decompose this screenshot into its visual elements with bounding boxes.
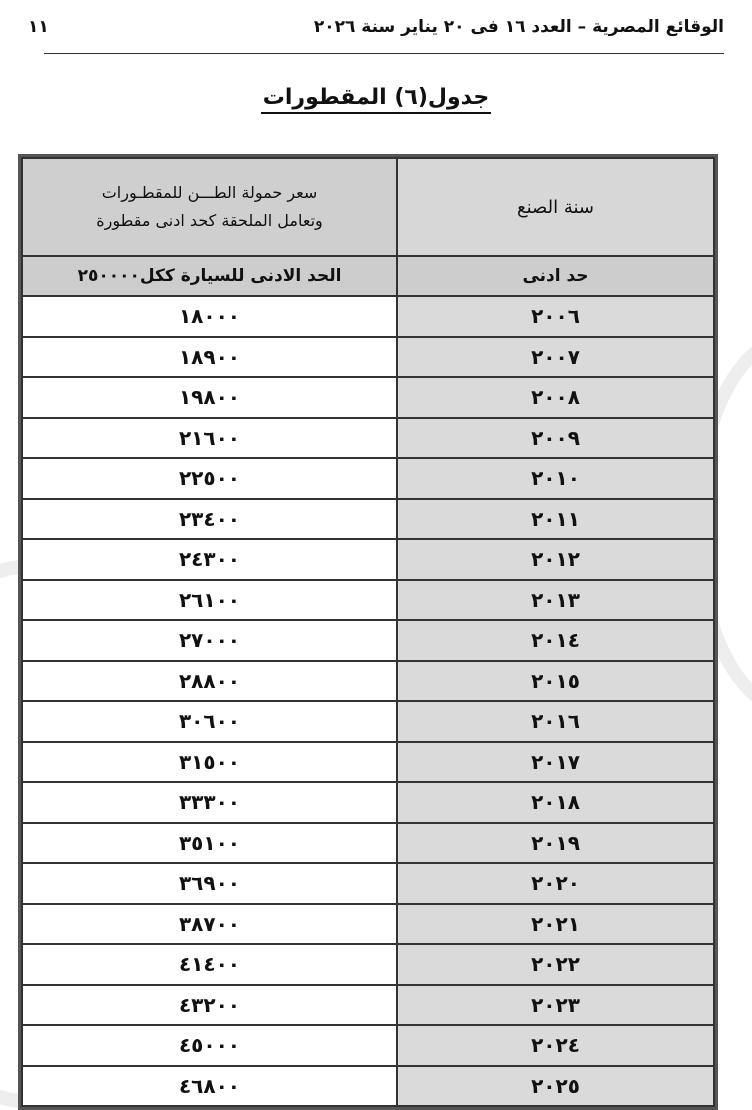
table-row: [22, 904, 714, 945]
year-cell: ٢٠٢٠: [397, 863, 714, 904]
price-cell: ٢٧٠٠٠: [22, 620, 397, 661]
table-row: [22, 823, 714, 864]
price-cell: ١٨٩٠٠: [22, 337, 397, 378]
table-row: [22, 620, 714, 661]
price-column-header: [22, 158, 397, 256]
year-cell: ٢٠٢٣: [397, 985, 714, 1026]
year-cell: ٢٠٢١: [397, 904, 714, 945]
price-cell: ٢٢٥٠٠: [22, 458, 397, 499]
trailers-table: [18, 154, 718, 1110]
table-header-row: [22, 158, 714, 256]
year-cell: ٢٠١٩: [397, 823, 714, 864]
table-row: [22, 499, 714, 540]
year-cell: ٢٠١٧: [397, 742, 714, 783]
table-title-text: جدول(٦) المقطورات: [261, 85, 491, 114]
year-cell: ٢٠١٥: [397, 661, 714, 702]
price-subheader: الحد الادنى للسيارة ككل٢٥٠٠٠٠: [22, 256, 397, 296]
table-row: [22, 661, 714, 702]
header-title: الوقائع المصرية – العدد ١٦ فى ٢٠ يناير سنة ٢٠٢٦: [313, 17, 724, 37]
price-cell: ٣١٥٠٠: [22, 742, 397, 783]
price-cell: ٢٤٣٠٠: [22, 539, 397, 580]
page-header: [28, 10, 724, 44]
table-row: [22, 539, 714, 580]
table-row: [22, 863, 714, 904]
price-cell: ٣٨٧٠٠: [22, 904, 397, 945]
price-cell: ٢٨٨٠٠: [22, 661, 397, 702]
table-row: [22, 985, 714, 1026]
year-cell: ٢٠١٤: [397, 620, 714, 661]
header-divider: [44, 53, 724, 54]
price-cell: ٣٣٣٠٠: [22, 782, 397, 823]
year-cell: ٢٠١٦: [397, 701, 714, 742]
table-row: [22, 418, 714, 459]
year-cell: ٢٠١٠: [397, 458, 714, 499]
table-subheader-row: [22, 256, 714, 296]
price-cell: ١٨٠٠٠: [22, 296, 397, 337]
year-cell: ٢٠٠٩: [397, 418, 714, 459]
year-column-header: سنة الصنع: [397, 158, 714, 256]
price-cell: ٣٥١٠٠: [22, 823, 397, 864]
year-subheader: حد ادنى: [397, 256, 714, 296]
page-number: ١١: [28, 17, 49, 37]
table-row: [22, 337, 714, 378]
price-cell: ٢٦١٠٠: [22, 580, 397, 621]
table-row: [22, 458, 714, 499]
year-cell: ٢٠٠٦: [397, 296, 714, 337]
year-cell: ٢٠٢٤: [397, 1025, 714, 1066]
price-cell: ٢٣٤٠٠: [22, 499, 397, 540]
price-cell: ٤١٤٠٠: [22, 944, 397, 985]
price-cell: ٢١٦٠٠: [22, 418, 397, 459]
table-row: [22, 782, 714, 823]
price-cell: ١٩٨٠٠: [22, 377, 397, 418]
price-cell: ٤٣٢٠٠: [22, 985, 397, 1026]
table-row: [22, 944, 714, 985]
table-row: [22, 742, 714, 783]
table-row: [22, 377, 714, 418]
table-row: [22, 580, 714, 621]
year-cell: ٢٠٠٧: [397, 337, 714, 378]
price-cell: ٣٦٩٠٠: [22, 863, 397, 904]
table-row: [22, 1025, 714, 1066]
price-cell: ٣٠٦٠٠: [22, 701, 397, 742]
year-cell: ٢٠٠٨: [397, 377, 714, 418]
year-cell: ٢٠٢٥: [397, 1066, 714, 1107]
table-title: [0, 85, 752, 110]
year-cell: ٢٠١٨: [397, 782, 714, 823]
year-cell: ٢٠١٣: [397, 580, 714, 621]
year-cell: ٢٠١١: [397, 499, 714, 540]
price-header-line1: سعر حمولة الطـــن للمقطـورات: [101, 183, 318, 202]
year-cell: ٢٠٢٢: [397, 944, 714, 985]
price-cell: ٤٥٠٠٠: [22, 1025, 397, 1066]
table-row: [22, 296, 714, 337]
table-row: [22, 1066, 714, 1107]
table-row: [22, 701, 714, 742]
year-cell: ٢٠١٢: [397, 539, 714, 580]
price-cell: ٤٦٨٠٠: [22, 1066, 397, 1107]
price-header-line2: وتعامل الملحقة كحد ادنى مقطورة: [96, 211, 323, 230]
